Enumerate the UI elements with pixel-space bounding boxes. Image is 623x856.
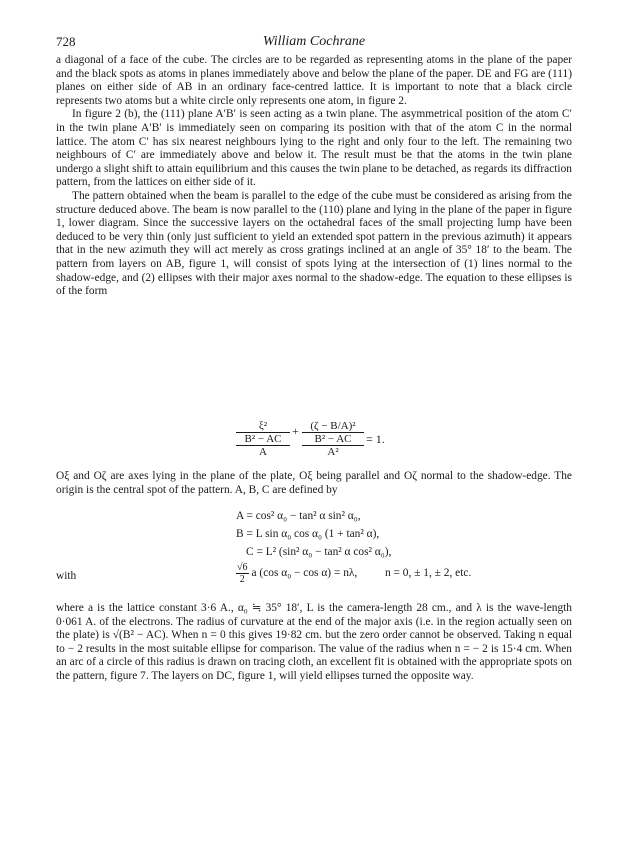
sqrt-numerator: √6 xyxy=(237,562,248,573)
page-number: 728 xyxy=(56,34,76,49)
definition-C: C = L² (sin² α₀ − tan² α cos² α₀), xyxy=(246,546,392,558)
paragraph-1: a diagonal of a face of the cube. The circles are to be regarded as representing atoms in the plane of the paper and the black spots as atoms in planes immediately above and below the plane of the paper. DE and FG are (111) planes on either side of AB in an ordinary face-centred lattice. It is important to note that a black circle represents two atoms but a white circle only represents one atom, in figure 2. xyxy=(56,54,572,107)
paragraph-2: In figure 2 (b), the (111) plane A′B′ is seen acting as a twin plane. The asymmetrical position of the atom C′ in the twin plane A′B′ is immediately seen on comparing its position with that of the atom C in the normal lattice. The atom C′ has six nearest neighbours lying to the right and only four to the left. The remaining two neighbours of C′ are immediately above and below it. The result must be that the atoms in the twin plane undergo a slight shift to attain equilibrium and this causes the twin plane to be detached, as regards its diffraction pattern, from the lattices on either side of it. xyxy=(56,108,572,189)
running-title: William Cochrane xyxy=(262,34,366,49)
term1-denominator-2: A xyxy=(259,446,267,458)
ellipse-equation xyxy=(236,420,396,466)
term1-numerator: ξ² xyxy=(236,420,290,433)
term2-numerator: (ζ − B/A)² xyxy=(302,420,364,433)
body-text-bottom xyxy=(56,602,572,684)
term1-denominator: B² − AC xyxy=(236,433,290,446)
axes-paragraph-block xyxy=(56,470,572,497)
definition-A: A = cos² α₀ − tan² α sin² α₀, xyxy=(236,510,361,522)
closing-paragraph: where a is the lattice constant 3·6 A., α₀ ≒ 35° 18′, L is the camera-length 28 cm., and λ is the wave-length 0·061 A. of the electrons. The radius of curvature at the end of the major axis (i.e. in the region actually seen on the plate) is √(B² − AC). When n = 0 this gives 19·82 cm. but the zero order cannot be observed. Taking n equal to − 2 results in the most suitable ellipse for comparison. The value of the radius when n = − 2 is 15·4 cm. When an arc of a circle of this radius is drawn on tracing cloth, an excellent fit is obtained with the appropriate spots on the pattern, figure 7. The layers on DC, figure 1, will yield ellipses turned the opposite way. xyxy=(56,602,572,682)
n-values: n = 0, ± 1, ± 2, etc. xyxy=(384,567,472,580)
definition-B: B = L sin α₀ cos α₀ (1 + tan² α), xyxy=(236,528,380,540)
with-expression: a (cos α₀ − cos α) = nλ, xyxy=(251,567,358,580)
sqrt-fraction xyxy=(236,562,249,585)
body-text-top xyxy=(56,54,572,299)
ellipse-term-1 xyxy=(236,420,290,458)
equation-rhs: = 1. xyxy=(366,432,385,446)
term2-denominator: B² − AC xyxy=(302,433,364,446)
axes-paragraph: Oξ and Oζ are axes lying in the plane of the plate, Oξ being parallel and Oζ normal to the shadow-edge. The origin is the central spot of the pattern. A, B, C are defined by xyxy=(56,470,572,496)
with-equation xyxy=(236,562,471,585)
term2-denominator-2: A² xyxy=(327,446,339,458)
page-header xyxy=(56,34,572,52)
plus-sign: + xyxy=(292,424,299,438)
ellipse-term-2 xyxy=(302,420,364,458)
paragraph-3: The pattern obtained when the beam is parallel to the edge of the cube must be considered as arising from the structure deduced above. The beam is now parallel to the (110) plane and lying in the plane of the paper in figure 1, lower diagram. Since the successive layers on the octahedral faces of the small projecting lump have been deduced to be very thin (only just sufficient to yield an extended spot pattern in the previous azimuth) it appears that in the new azimuth they will act merely as cross gratings inclined at an angle of 35° 18′ to the beam. The pattern from layers on AB, figure 1, will consist of spots lying at the intersection of (1) lines normal to the shadow-edge, and (2) ellipses with their major axes normal to the shadow-edge. The equation to these ellipses is of the form xyxy=(56,189,572,298)
sqrt-denominator: 2 xyxy=(239,574,245,585)
with-label: with xyxy=(56,570,77,582)
